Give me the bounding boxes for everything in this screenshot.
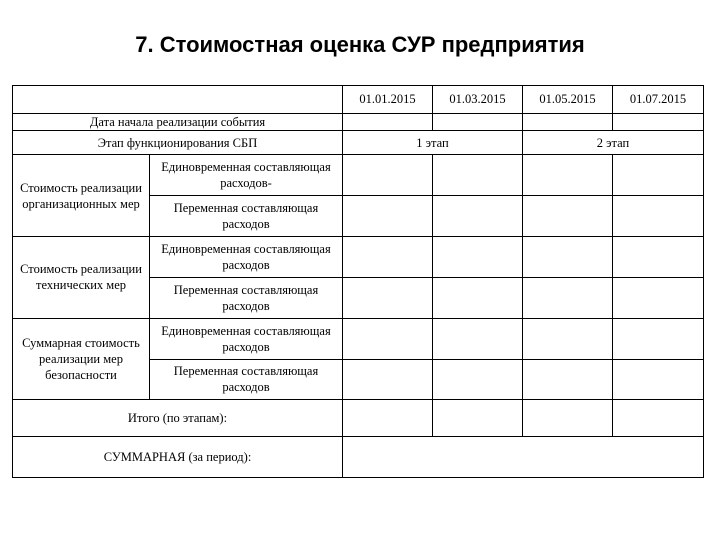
table-row bbox=[13, 155, 704, 196]
value-cell bbox=[433, 400, 523, 437]
value-cell bbox=[523, 277, 613, 318]
header-blank-cell bbox=[13, 86, 343, 114]
value-cell bbox=[613, 237, 704, 278]
value-cell bbox=[433, 277, 523, 318]
value-cell bbox=[343, 318, 433, 359]
row-label: Переменная составляющая расходов bbox=[150, 277, 343, 318]
value-cell bbox=[613, 277, 704, 318]
group-label: Стоимость реализации технических мер bbox=[13, 237, 150, 319]
header-row-dates bbox=[13, 86, 704, 114]
summary-period-label: СУММАРНАЯ (за период): bbox=[13, 437, 343, 478]
date-cell: 01.03.2015 bbox=[433, 86, 523, 114]
value-cell bbox=[523, 155, 613, 196]
date-cell: 01.05.2015 bbox=[523, 86, 613, 114]
value-cell bbox=[433, 237, 523, 278]
value-cell bbox=[343, 155, 433, 196]
header-row-start-date bbox=[13, 113, 704, 130]
group-label: Суммарная стоимость реализации мер безопасности bbox=[13, 318, 150, 400]
value-cell bbox=[433, 196, 523, 237]
value-cell bbox=[343, 277, 433, 318]
row-label: Единовременная составляющая расходов bbox=[150, 318, 343, 359]
stage-label: Этап функционирования СБП bbox=[13, 130, 343, 155]
row-label: Единовременная составляющая расходов- bbox=[150, 155, 343, 196]
stage-cell: 2 этап bbox=[523, 130, 704, 155]
summary-value-cell bbox=[343, 437, 704, 478]
value-cell bbox=[523, 237, 613, 278]
value-cell bbox=[613, 359, 704, 400]
summary-row bbox=[13, 437, 704, 478]
value-cell bbox=[343, 196, 433, 237]
row-label: Единовременная составляющая расходов bbox=[150, 237, 343, 278]
value-cell bbox=[433, 318, 523, 359]
group-label: Стоимость реализации организационных мер bbox=[13, 155, 150, 237]
cost-table bbox=[12, 85, 704, 478]
value-cell bbox=[613, 400, 704, 437]
date-cell: 01.07.2015 bbox=[613, 86, 704, 114]
page-title: 7. Стоимостная оценка СУР предприятия bbox=[135, 32, 585, 57]
value-cell bbox=[343, 359, 433, 400]
stage-cell: 1 этап bbox=[343, 130, 523, 155]
row-label: Переменная составляющая расходов bbox=[150, 359, 343, 400]
header-row-stage bbox=[13, 130, 704, 155]
value-cell bbox=[523, 318, 613, 359]
value-cell bbox=[433, 155, 523, 196]
start-date-label: Дата начала реализации события bbox=[13, 113, 343, 130]
totals-by-stage-label: Итого (по этапам): bbox=[13, 400, 343, 437]
row-label: Переменная составляющая расходов bbox=[150, 196, 343, 237]
value-cell bbox=[523, 400, 613, 437]
value-cell bbox=[613, 318, 704, 359]
table-row bbox=[13, 237, 704, 278]
totals-row bbox=[13, 400, 704, 437]
date-cell: 01.01.2015 bbox=[343, 86, 433, 114]
value-cell bbox=[343, 237, 433, 278]
value-cell bbox=[523, 196, 613, 237]
value-cell bbox=[523, 359, 613, 400]
value-cell bbox=[433, 359, 523, 400]
value-cell bbox=[343, 400, 433, 437]
value-cell bbox=[613, 196, 704, 237]
value-cell bbox=[613, 155, 704, 196]
table-row bbox=[13, 318, 704, 359]
